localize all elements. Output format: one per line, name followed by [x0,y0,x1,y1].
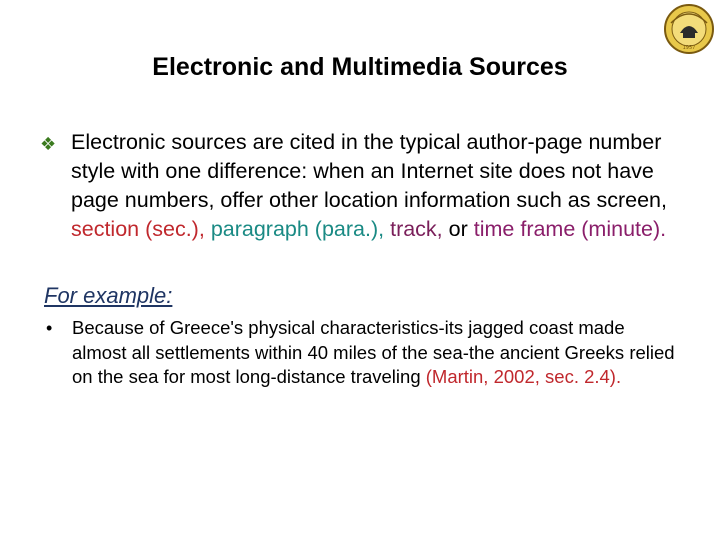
university-seal-logo [663,3,715,55]
example-text [72,316,676,390]
term-track: track, [390,217,443,241]
main-bullet [40,128,680,244]
diamond-bullet-icon: ❖ [40,134,57,154]
slide-title: Electronic and Multimedia Sources [152,53,568,81]
example-body: Because of Greece's physical characteristics-its jagged coast made almost all settlements within 40 miles of the sea-the ancient Greeks relied on the sea for most long-distance traveling [72,317,675,387]
example-citation: (Martin, 2002, sec. 2.4). [425,366,622,387]
term-section: section (sec.), [71,217,205,241]
svg-text:1957: 1957 [682,45,696,51]
term-paragraph: paragraph (para.), [210,217,385,241]
example-heading: For example: [44,283,173,308]
main-bullet-text [71,128,680,244]
university-seal-icon [663,3,715,55]
bullet-text-intro: Electronic sources are cited in the typical author-page number style with one difference: when an Internet site does not have page numbers, offer other location information such as screen, [71,130,667,212]
dot-bullet-icon: • [46,318,53,338]
term-time-frame: time frame (minute). [473,217,667,241]
bullet-or: or [442,217,474,241]
example-bullet [46,316,676,390]
